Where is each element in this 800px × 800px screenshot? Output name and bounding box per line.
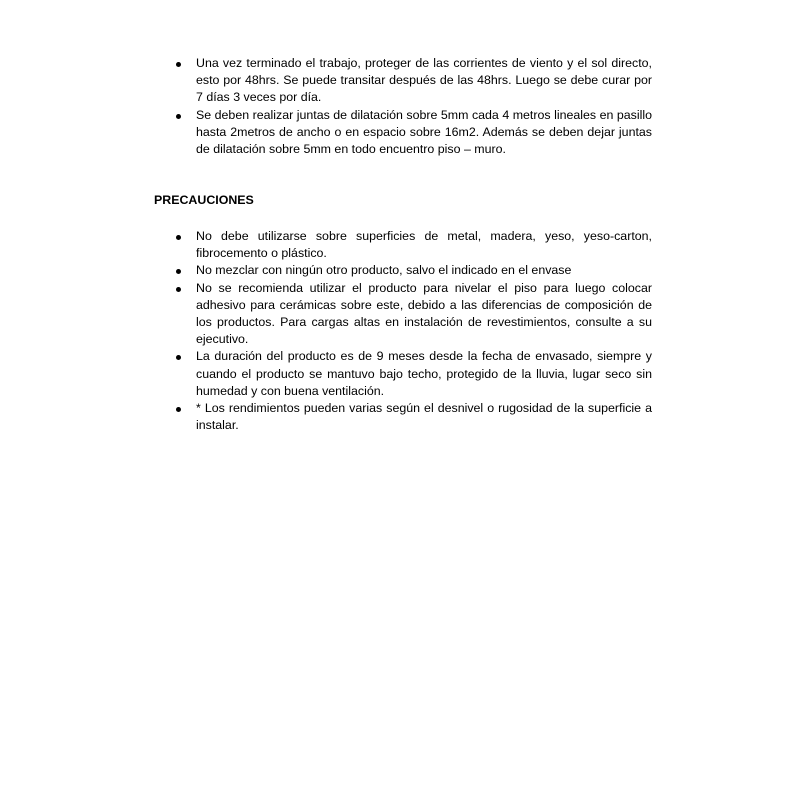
list-item <box>176 400 652 434</box>
bullet-icon <box>176 235 181 240</box>
list-item-text: * Los rendimientos pueden varias según el desnivel o rugosidad de la superficie a instalar. <box>196 401 652 433</box>
list-item <box>176 228 652 262</box>
list-item-text: No debe utilizarse sobre superficies de metal, madera, yeso, yeso-carton, fibrocemento o plástico. <box>196 229 652 261</box>
list-item <box>176 280 652 349</box>
list-item-text: Una vez terminado el trabajo, proteger de las corrientes de viento y el sol directo, esto por 48hrs. Se puede transitar después de las 48hrs. Luego se debe curar por 7 días 3 veces por día. <box>196 56 652 105</box>
list-item <box>176 55 652 107</box>
list-item-text: La duración del producto es de 9 meses desde la fecha de envasado, siempre y cuando el producto se mantuvo bajo techo, protegido de la lluvia, lugar seco sin humedad y con buena ventilación. <box>196 349 652 398</box>
list-item-text: No mezclar con ningún otro producto, salvo el indicado en el envase <box>196 263 572 278</box>
list-item-text: No se recomienda utilizar el producto para nivelar el piso para luego colocar adhesivo para cerámicas sobre este, debido a las diferencias de composición de los productos. Para cargas altas en instalación de revestimientos, consulte a su ejecutivo. <box>196 280 652 347</box>
list-item-text: Se deben realizar juntas de dilatación sobre 5mm cada 4 metros lineales en pasillo hasta 2metros de ancho o en espacio sobre 16m2. Además se deben dejar juntas de dilatación sobre 5mm en todo encuentro piso – muro. <box>196 107 652 157</box>
bullet-icon <box>176 355 181 360</box>
bullet-icon <box>176 62 181 67</box>
bullet-icon <box>176 114 181 119</box>
list-item <box>176 107 652 159</box>
bullet-icon <box>176 407 181 412</box>
list-item <box>176 262 652 279</box>
bullet-icon <box>176 269 181 274</box>
instructions-list <box>176 55 652 158</box>
bullet-icon <box>176 287 181 292</box>
section-heading-precauciones: PRECAUCIONES <box>154 193 254 207</box>
precauciones-list <box>176 228 652 434</box>
list-item <box>176 348 652 400</box>
